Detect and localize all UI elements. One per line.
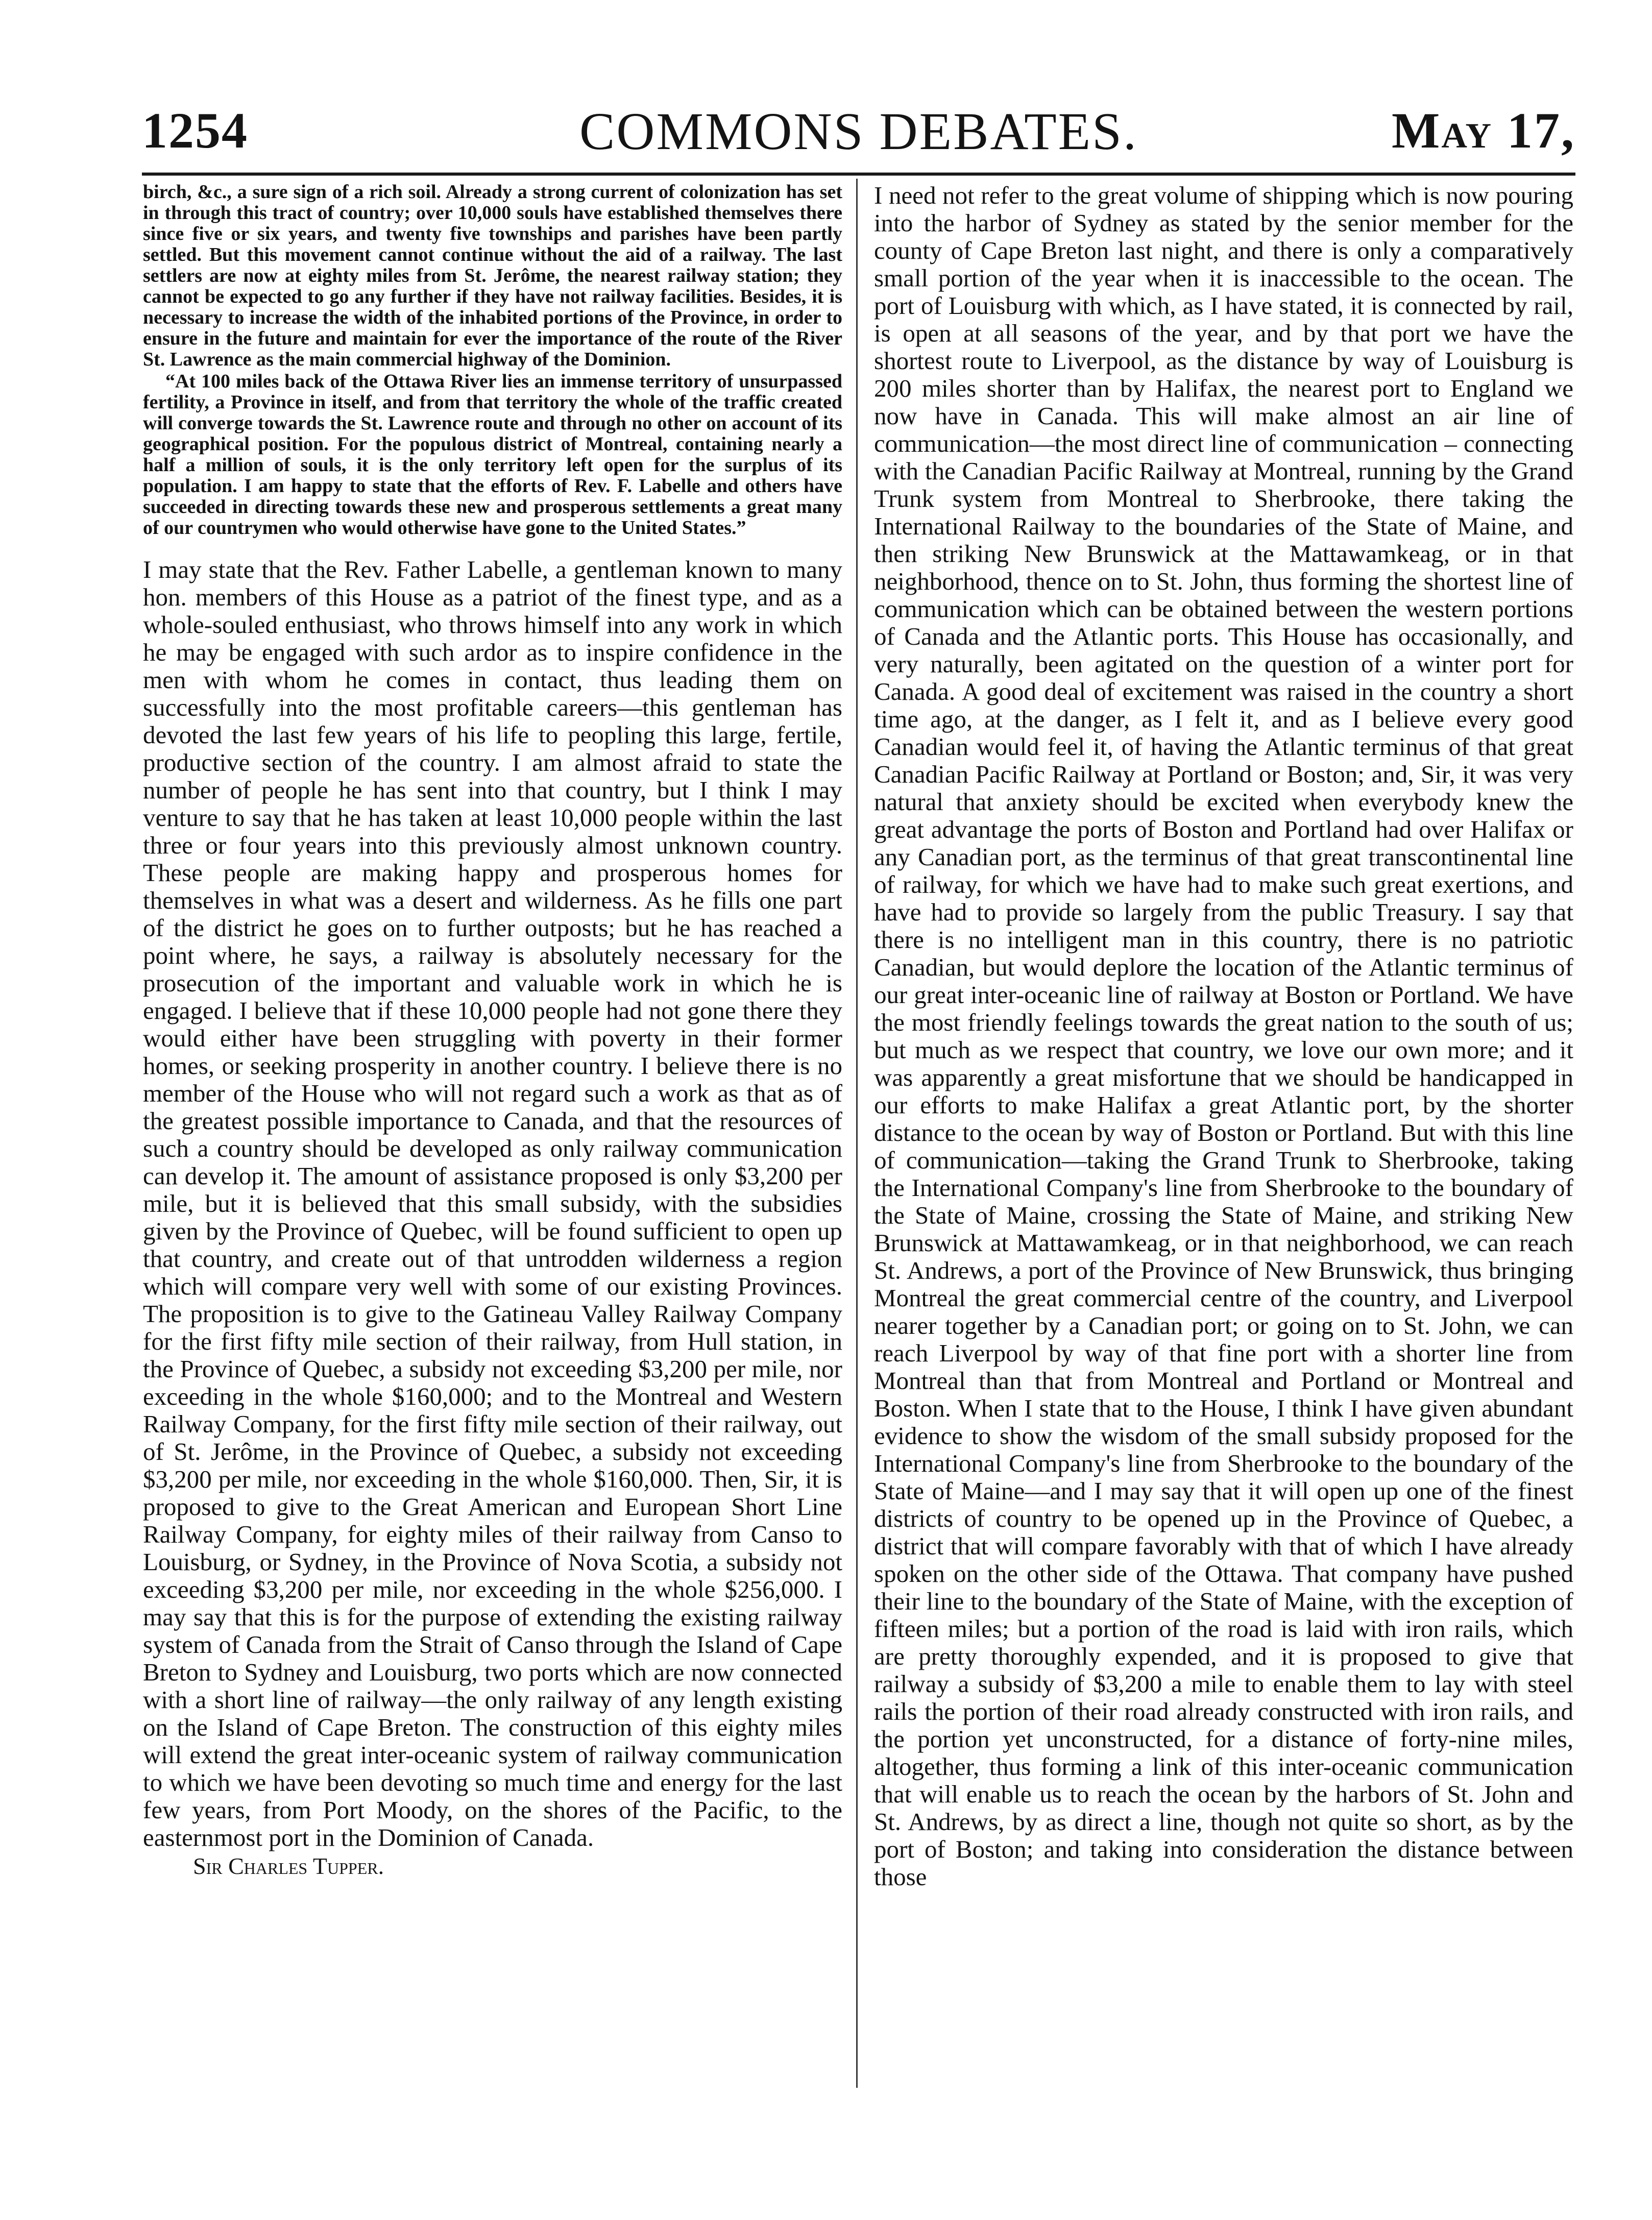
right-column <box>874 182 1573 1891</box>
page-header <box>142 101 1575 167</box>
running-title: COMMONS DEBATES. <box>579 102 1138 161</box>
left-column <box>143 182 842 1880</box>
quoted-paragraph: “At 100 miles back of the Ottawa River lies an immense territory of unsurpassed fertility, a Province in itself, and from that territory the whole of the traffic created will converge towards the St. Lawrence route and through no other on account of its geographical position. For the populous district of Montreal, containing nearly a half a million of souls, it is the only territory left open for the surplus of its population. I am happy to state that the efforts of Rev. F. Labelle and others have succeeded in directing towards these new and prosperous settlements a great many of our countrymen who would otherwise have gone to the United States.” <box>143 371 842 539</box>
header-rule <box>142 173 1575 176</box>
page-number: 1254 <box>142 102 248 159</box>
speech-paragraph: I may state that the Rev. Father Labelle, a gentleman known to many hon. members of this House as a patriot of the finest type, and as a whole-souled enthusiast, who throws himself into any work in which he may be engaged with such ardor as to inspire confidence in the men with whom he comes in contact, thus leading them on successfully into the most profitable careers—this gentleman has devoted the last few years of his life to peopling this large, fertile, productive section of the country. I am almost afraid to state the number of people he has sent into that country, but I think I may venture to say that he has taken at least 10,000 people within the last three or four years into this previously almost unknown country. These people are making happy and prosperous homes for themselves in what was a desert and wilderness. As he fills one part of the district he goes on to further outposts; but he has reached a point where, he says, a railway is absolutely necessary for the prosecution of the important and valuable work in which he is engaged. I believe that if these 10,000 people had not gone there they would either have been struggling with poverty in their former homes, or seeking prosperity in another country. I believe there is no member of the House who will not regard such a work as that as of the greatest possible importance to Canada, and that the resources of such a country should be developed as only railway communication can develop it. The amount of assistance proposed is only $3,200 per mile, but it is believed that this small subsidy, with the subsidies given by the Province of Quebec, will be found sufficient to open up that country, and create out of that untrodden wilderness a region which will compare very well with some of our existing Provinces. The proposition is to give to the Gatineau Valley Railway Company for the first fifty mile section of their railway, from Hull station, in the Province of Quebec, a subsidy not exceeding $3,200 per mile, nor exceeding in the whole $160,000; and to the Montreal and Western Railway Company, for the first fifty mile section of their railway, out of St. Jerôme, in the Province of Quebec, a subsidy not exceeding $3,200 per mile, nor exceeding in the whole $160,000. Then, Sir, it is proposed to give to the Great American and European Short Line Railway Company, for eighty miles of their railway from Canso to Louisburg, or Sydney, in the Province of Nova Scotia, a subsidy not exceeding $3,200 per mile, nor exceeding in the whole $256,000. I may say that this is for the purpose of extending the existing railway system of Canada from the Strait of Canso through the Island of Cape Breton to Sydney and Louisburg, two ports which are now connected with a short line of railway—the only railway of any length existing on the Island of Cape Breton. The construction of this eighty miles will extend the great inter-oceanic system of railway communication to which we have been devoting so much time and energy for the last few years, from Port Moody, on the shores of the Pacific, to the easternmost port in the Dominion of Canada. <box>143 555 842 1851</box>
speech-paragraph: I need not refer to the great volume of shipping which is now pouring into the harbor of Sydney as stated by the senior member for the county of Cape Breton last night, and there is only a comparatively small portion of the year when it is inaccessible to the ocean. The port of Louisburg with which, as I have stated, it is connected by rail, is open at all seasons of the year, and by that port we have the shortest route to Liverpool, as the distance by way of Louisburg is 200 miles shorter than by Halifax, the nearest port to England we now have in Canada. This will make almost an air line of communication—the most direct line of communication – connecting with the Canadian Pacific Railway at Montreal, running by the Grand Trunk system from Montreal to Sherbrooke, there taking the International Railway to the boundaries of the State of Maine, and then striking New Brunswick at the Mattawamkeag, or in that neighborhood, thence on to St. John, thus forming the shortest line of communication which can be obtained between the western portions of Canada and the Atlantic ports. This House has occasionally, and very naturally, been agitated on the question of a winter port for Canada. A good deal of excitement was raised in the country a short time ago, at the danger, as I felt it, and as I believe every good Canadian would feel it, of having the Atlantic terminus of that great Canadian Pacific Railway at Portland or Boston; and, Sir, it was very natural that anxiety should be excited when everybody knew the great advantage the ports of Boston and Portland had over Halifax or any Canadian port, as the terminus of that great transcontinental line of railway, for which we have had to make such great exertions, and have had to provide so largely from the public Treasury. I say that there is no intelligent man in this country, there is no patriotic Canadian, but would deplore the location of the Atlantic terminus of our great inter-oceanic line of railway at Boston or Portland. We have the most friendly feelings towards the great nation to the south of us; but much as we respect that country, we love our own more; and it was apparently a great misfortune that we should be handicapped in our efforts to make Halifax a great Atlantic port, by the shorter distance to the ocean by way of Boston or Portland. But with this line of communication—taking the Grand Trunk to Sherbrooke, taking the International Company's line from Sherbrooke to the boundary of the State of Maine, crossing the State of Maine, and striking New Brunswick at Mattawamkeag, or in that neighborhood, we can reach St. Andrews, a port of the Province of New Brunswick, thus bringing Montreal the great commercial centre of the country, and Liverpool nearer together by a Canadian port; or going on to St. John, we can reach Liverpool by way of that fine port with a shorter line from Montreal than that from Montreal and Portland or Montreal and Boston. When I state that to the House, I think I have given abundant evidence to show the wisdom of the small subsidy proposed for the International Company's line from Sherbrooke to the boundary of the State of Maine—and I may say that it will open up one of the finest districts of country to be opened up in the Province of Quebec, a district that will compare favorably with that of which I have already spoken on the other side of the Ottawa. That company have pushed their line to the boundary of the State of Maine, with the exception of fifteen miles; but a portion of the road is laid with iron rails, which are pretty thoroughly expended, and it is proposed to give that railway a subsidy of $3,200 a mile to enable them to lay with steel rails the portion of their road already constructed with iron rails, and the portion yet unconstructed, for a distance of forty-nine miles, altogether, thus forming a link of this inter-oceanic communication that will enable us to reach the ocean by the harbors of St. John and St. Andrews, by as direct a line, though not quite so short, as by the port of Boston; and taking into consideration the distance between those <box>874 181 1573 1891</box>
header-date: May 17, <box>1391 102 1575 159</box>
speaker-name: Sir Charles Tupper. <box>193 1853 384 1879</box>
column-divider <box>856 179 858 2088</box>
quoted-paragraph: birch, &c., a sure sign of a rich soil. Already a strong current of colonization has set in through this tract of country; over 10,000 souls have established themselves there since five or six years, and twenty five townships and parishes have been partly settled. But this movement cannot continue without the aid of a railway. The last settlers are now at eighty miles from St. Jerôme, the nearest railway station; they cannot be expected to go any further if they have not railway facilities. Besides, it is necessary to increase the width of the inhabited portions of the Province, in order to ensure in the future and maintain for ever the importance of the route of the River St. Lawrence as the main commercial highway of the Dominion. <box>143 181 842 370</box>
